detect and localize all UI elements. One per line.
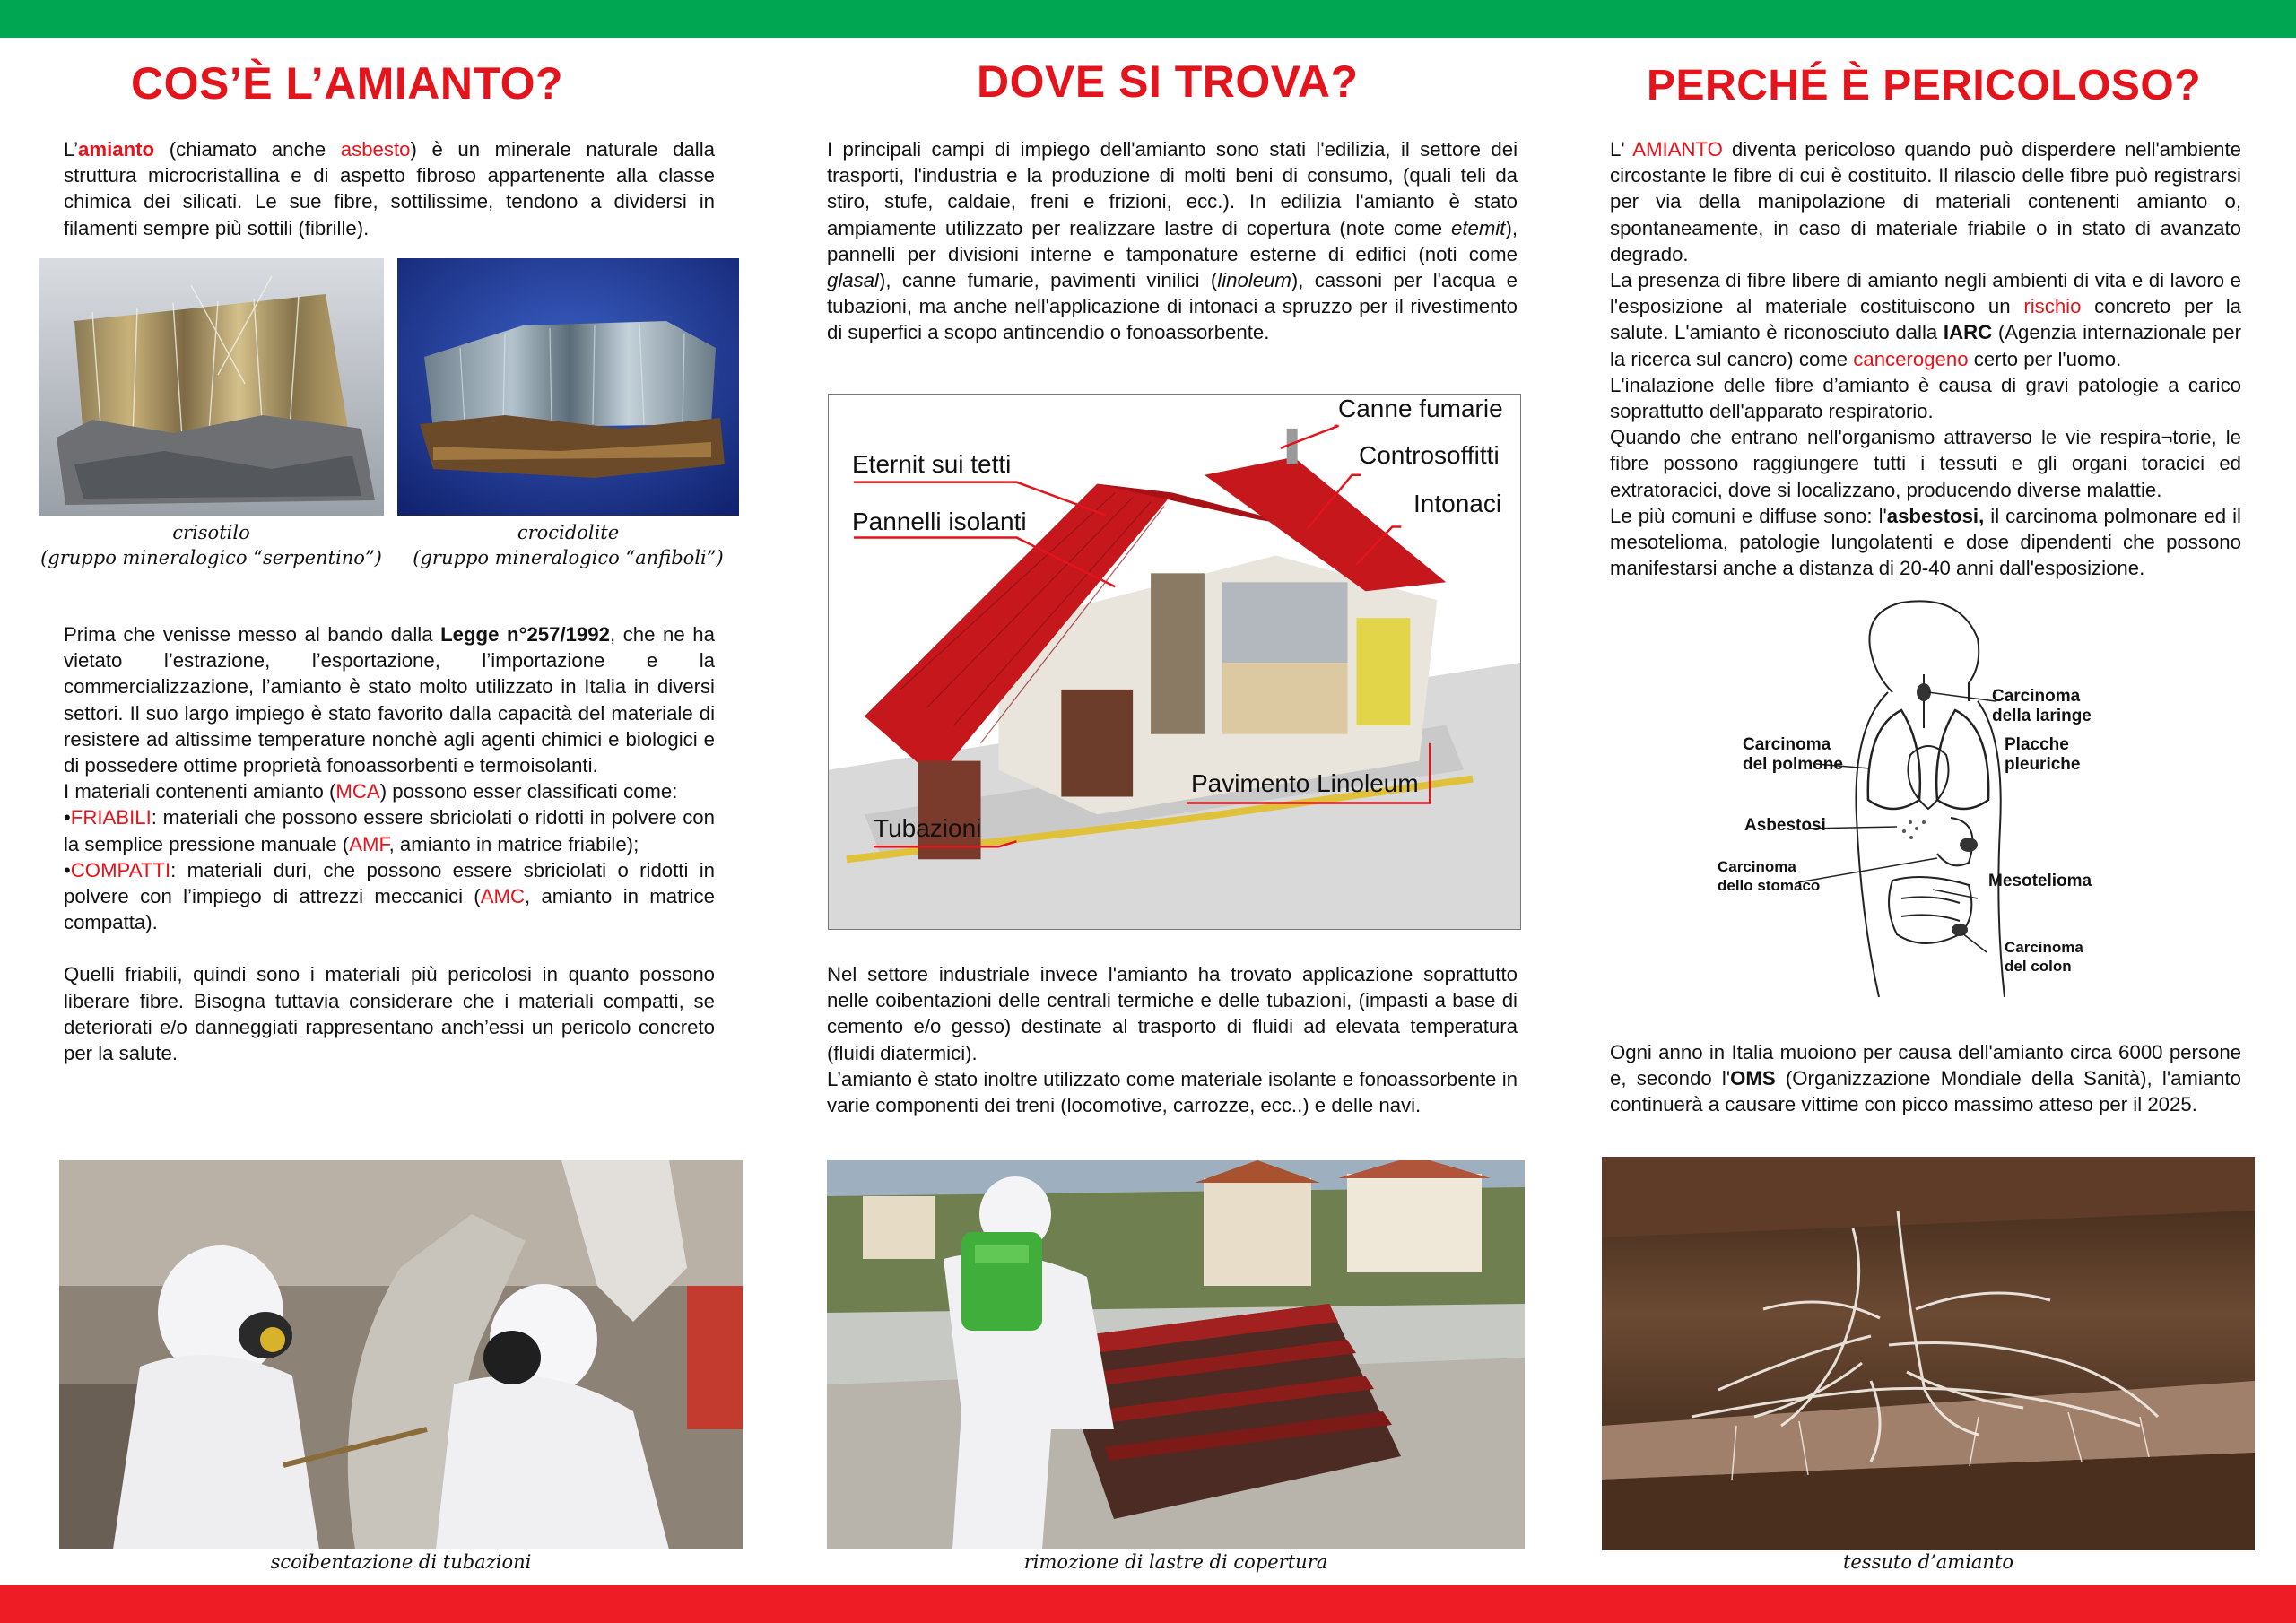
keyword-amianto: amianto bbox=[78, 138, 155, 161]
col3-body: Ogni anno in Italia muoiono per causa dell'amianto circa 6000 persone e, secondo l'OMS (Organizzazione Mondiale della Sanità), l'amianto continuerà a causare vittime con picco massimo atteso per il 2025. bbox=[1610, 1041, 2241, 1116]
workers-caption: scoibentazione di tubazioni bbox=[270, 1551, 532, 1573]
house-label-pavimento: Pavimento Linoleum bbox=[1191, 769, 1419, 797]
col1-intro: L’amianto (chiamato anche asbesto) è un minerale naturale dalla struttura microcristallina e di aspetto fibroso appartenente alla classe chimica dei silicati. Le sue fibre, sottilissime, tendono a dividersi in filamenti sempre più sottili (fibrille). bbox=[64, 138, 715, 239]
col1-body: Prima che venisse messo al bando dalla Legge n°257/1992, che ne ha vietato l’estrazione, l’esportazione, l’importazione e la commercializzazione, l’amianto è stato molto utilizzato in Italia in diversi settori. Il suo largo impiego è stato favorito dalla capacità del materiale di resistere ad altissime temperature nonchè agli agenti chimici e biologici e di possedere ottime proprietà fonoassorbenti e termoisolanti. I materiali contenenti amianto (MCA) possono esser classificati come: •FRIABILI: materiali che possono essere sbriciolati o ridotti in polvere con la semplice pressione manuale (AMF, amianto in matrice friabile); •COMPATTI: materiali duri, che possono essere sbriciolati o ridotti in polvere con l’impiego di attrezzi meccanici (AMC, amianto in matrice compatta). Quelli friabili, quindi sono i materiali più pericolosi in quanto possono liberare fibre. Bisogna tuttavia considerare che i materiali compatti, se deteriorati e/o danneggiati rappresentano anch’essi un pericolo concreto per la salute. bbox=[64, 623, 715, 1065]
col1-title: COS’È L’AMIANTO? bbox=[131, 58, 564, 108]
house-asbestos-diagram bbox=[828, 394, 1521, 930]
top-green-band bbox=[0, 0, 2296, 38]
compatti-label: COMPATTI bbox=[70, 858, 171, 881]
col2-body: Nel settore industriale invece l'amianto ha trovato applicazione soprattutto nelle coibentazioni delle centrali termiche e delle tubazioni, (impasti a base di cemento e/o gesso) destinate al trasporto di fluidi ad elevata temperatura (fluidi diatermici). L’amianto è stato inoltre utilizzato come materiale isolante e fonoassorbente in varie componenti dei treni (locomotive, carrozze, ecc..) e delle navi. bbox=[827, 963, 1518, 1117]
roof-removal-photo bbox=[827, 1160, 1525, 1549]
label-polmone: Carcinoma del polmone bbox=[1743, 735, 1843, 774]
label-laringe: Carcinoma della laringe bbox=[1992, 687, 2092, 725]
crisotilo-photo bbox=[39, 258, 384, 516]
col2-title: DOVE SI TROVA? bbox=[977, 56, 1359, 107]
label-colon: Carcinoma del colon bbox=[2005, 939, 2083, 975]
fabric-caption: tessuto d’amianto bbox=[1842, 1551, 2014, 1573]
law-reference: Legge n°257/1992 bbox=[440, 623, 610, 646]
house-label-contro: Controsoffitti bbox=[1359, 441, 1500, 469]
col3-title: PERCHÉ È PERICOLOSO? bbox=[1647, 62, 2202, 109]
col2-intro: I principali campi di impiego dell'amianto sono stati l'edilizia, il settore dei trasporti, l'industria e la produzione di molti beni di consumo, (quali teli da stiro, stufe, caldaie, freni e frizioni, ecc.). In edilizia l'amianto è stato ampiamente utilizzato per realizzare lastre di copertura (note come etemit), pannelli per divisioni interne e tamponature esterne di edifici (noti come glasal), canne fumarie, pavimenti vinilici (linoleum), cassoni per l'acqua e tubazioni, ma anche nell'applicazione di intonaci a spruzzo per il rivestimento di superfici a scopo antincendio o fonoassorbente. bbox=[827, 138, 1518, 344]
house-label-intonaci: Intonaci bbox=[1413, 490, 1502, 517]
house-label-eternit: Eternit sui tetti bbox=[852, 450, 1012, 478]
friabili-label: FRIABILI bbox=[70, 806, 152, 829]
col3-intro: L' AMIANTO diventa pericoloso quando può disperdere nell'ambiente circostante le fibre di cui è costituito. Il rilascio delle fibre può registrarsi per via della manipolazione di materiali contenenti amianto o, spontaneamente, in caso di materiale friabile o in stato di avanzato degrado. La presenza di fibre libere di amianto negli ambienti di vita e di lavoro e l'esposizione al materiale costituiscono un rischio concreto per la salute. L'amianto è riconosciuto dalla IARC (Agenzia internazionale per la ricerca sul cancro) come cancerogeno certo per l'uomo. L'inalazione delle fibre d’amianto è causa di gravi patologie a carico soprattutto dell'apparato respiratorio. Quando che entrano nell'organismo attraverso le vie respira¬torie, le fibre possono raggiungere tutti i tessuti e gli organi toracici ed extratoracici, dove si localizzano, producendo diverse malattie. Le più comuni e diffuse sono: l'asbestosi, il carcinoma polmonare ed il mesotelioma, patologie lungolatenti e dose dipendenti che possono manifestarsi anche a distanza di 20-40 anni dall'esposizione. bbox=[1610, 138, 2242, 580]
label-mesotelioma: Mesotelioma bbox=[1988, 872, 2092, 890]
house-label-tubazioni: Tubazioni bbox=[874, 814, 982, 842]
label-stomaco: Carcinoma dello stomaco bbox=[1718, 858, 1821, 894]
house-label-canne: Canne fumarie bbox=[1338, 395, 1503, 422]
roof-removal-caption: rimozione di lastre di copertura bbox=[1023, 1551, 1328, 1573]
asbestos-fabric-photo bbox=[1602, 1157, 2255, 1550]
crisotilo-caption: crisotilo (gruppo mineralogico “serpentino”) bbox=[40, 522, 382, 568]
workers-pipe-photo bbox=[59, 1160, 743, 1549]
crocidolite-photo bbox=[397, 258, 739, 516]
label-asbestosi: Asbestosi bbox=[1744, 816, 1826, 835]
label-placche: Placche pleuriche bbox=[2005, 735, 2081, 774]
crocidolite-caption: crocidolite (gruppo mineralogico “anfiboli”) bbox=[413, 522, 724, 568]
keyword-asbesto: asbesto bbox=[340, 138, 411, 161]
bottom-red-band bbox=[0, 1585, 2296, 1623]
anatomy-diagram bbox=[1709, 594, 2121, 1006]
house-label-pannelli: Pannelli isolanti bbox=[852, 508, 1027, 535]
